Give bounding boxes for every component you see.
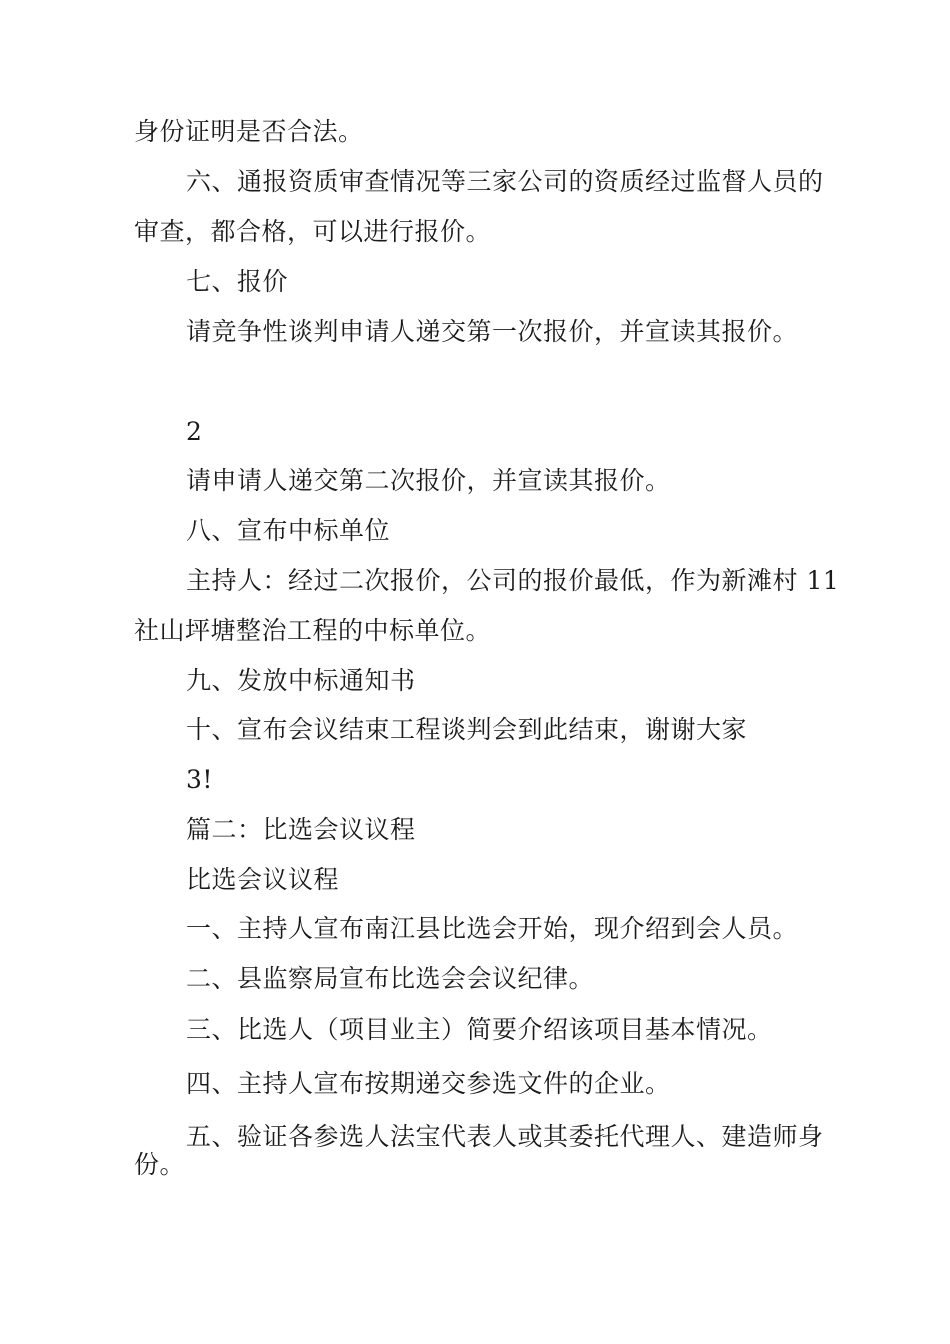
agenda-item: 一、主持人宣布南江县比选会开始，现介绍到会人员。 [186,914,799,943]
agenda-item: 二、县监察局宣布比选会会议纪律。 [186,964,595,993]
section-heading: 七、报价 [186,267,289,296]
section-heading: 十、宣布会议结束工程谈判会到此结束，谢谢大家 [186,715,748,744]
text-line: 社山坪塘整治工程的中标单位。 [134,616,492,645]
page-number: 3! [186,765,213,794]
page-number: 2 [186,417,203,446]
document-title: 比选会议议程 [186,865,340,894]
text-line: 主持人：经过二次报价，公司的报价最低，作为新滩村 11 [186,566,840,595]
text-line: 身份证明是否合法。 [134,117,364,146]
agenda-item: 四、主持人宣布按期递交参选文件的企业。 [186,1069,671,1098]
text-line: 请竞争性谈判申请人递交第一次报价，并宣读其报价。 [186,317,799,346]
section-heading: 九、发放中标通知书 [186,666,416,695]
text-line: 份。 [134,1150,186,1179]
chapter-title: 篇二：比选会议议程 [186,815,416,844]
agenda-item: 三、比选人（项目业主）简要介绍该项目基本情况。 [186,1015,773,1044]
agenda-item: 五、验证各参选人法宝代表人或其委托代理人、建造师身 [186,1122,824,1151]
section-heading: 八、宣布中标单位 [186,516,391,545]
text-line: 六、通报资质审查情况等三家公司的资质经过监督人员的 [186,167,824,196]
text-line: 审查，都合格，可以进行报价。 [134,217,492,246]
text-line: 请申请人递交第二次报价，并宣读其报价。 [186,466,671,495]
